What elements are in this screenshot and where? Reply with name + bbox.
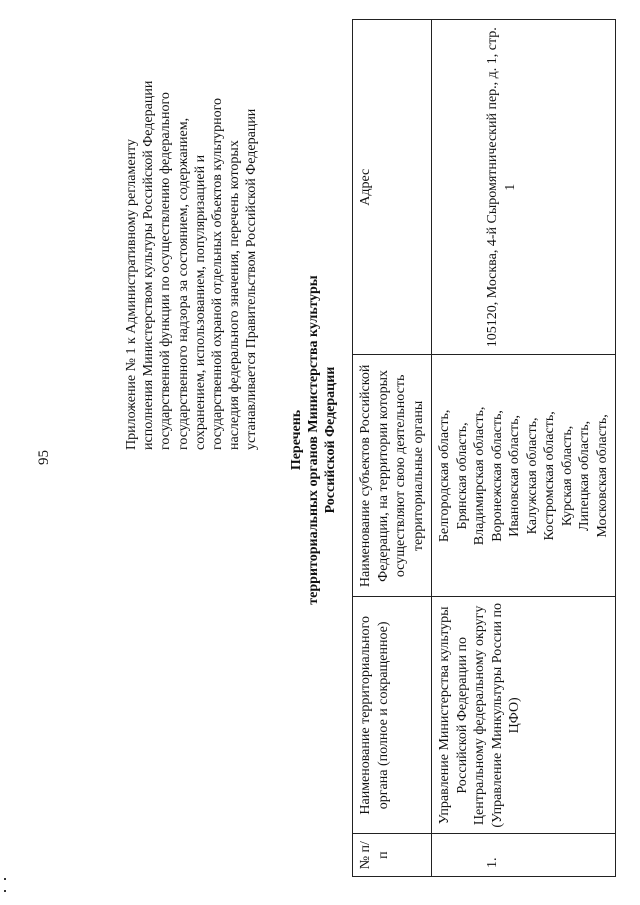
appendix-line: наследия федерального значения, перечень которых <box>227 140 243 450</box>
row-subjects <box>432 355 616 597</box>
appendix-line: исполнения Министерством культуры Российской Федерации <box>141 80 157 450</box>
subject-item: Липецкая область, <box>577 420 592 531</box>
subject-item: Владимирская область, <box>472 406 487 546</box>
row-name: Управление Министерства культуры Российской Федерации по Центральному федеральному округу (Управление Минкультуры России по ЦФО) <box>432 597 616 834</box>
list-heading <box>288 275 339 605</box>
subject-item: Воронежская область, <box>489 410 505 542</box>
appendix-line: государственной охраной отдельных объектов культурного <box>210 97 226 450</box>
subject-item: Курская область, <box>559 425 575 527</box>
appendix-line: государственной функции по осуществлению федерального <box>158 92 174 450</box>
appendix-note <box>123 70 261 450</box>
row-address: 105120, Москва, 4-й Сыромятнический пер., д. 1, стр. 1 <box>432 20 616 355</box>
appendix-line: Приложение № 1 к Административному регламенту <box>124 139 139 450</box>
appendix-line: сохранением, использованием, популяризацией и <box>192 154 208 450</box>
heading-line: Перечень <box>289 409 304 471</box>
subject-item: Калужская область, <box>524 417 540 535</box>
appendix-line: устанавливается Правительством Российской Федерации <box>244 108 260 450</box>
territorial-bodies-table <box>352 19 616 877</box>
subject-item: Брянская область, <box>454 422 470 530</box>
table-row <box>432 20 616 877</box>
subject-item: Московская область, <box>594 414 610 538</box>
appendix-line: государственного надзора за состоянием, содержанием, <box>175 117 191 450</box>
heading-line: территориальных органов Министерства культуры <box>306 275 321 605</box>
header-name: Наименование территориального органа (полное и сокращенное) <box>353 597 432 834</box>
page-number: 95 <box>36 450 52 465</box>
subject-item: Костромская область, <box>542 411 557 541</box>
subject-item: Белгородская область, <box>437 409 452 543</box>
heading-line: Российской Федерации <box>323 366 338 514</box>
header-number: № п/п <box>353 834 432 877</box>
table-header-row <box>353 20 432 877</box>
row-number: 1. <box>432 834 616 877</box>
subject-item: Ивановская область, <box>507 414 522 537</box>
header-address: Адрес <box>353 20 432 355</box>
header-subjects: Наименование субъектов Российской Федерации, на территории которых осуществляют свою деятельность территориальные органы <box>353 355 432 597</box>
